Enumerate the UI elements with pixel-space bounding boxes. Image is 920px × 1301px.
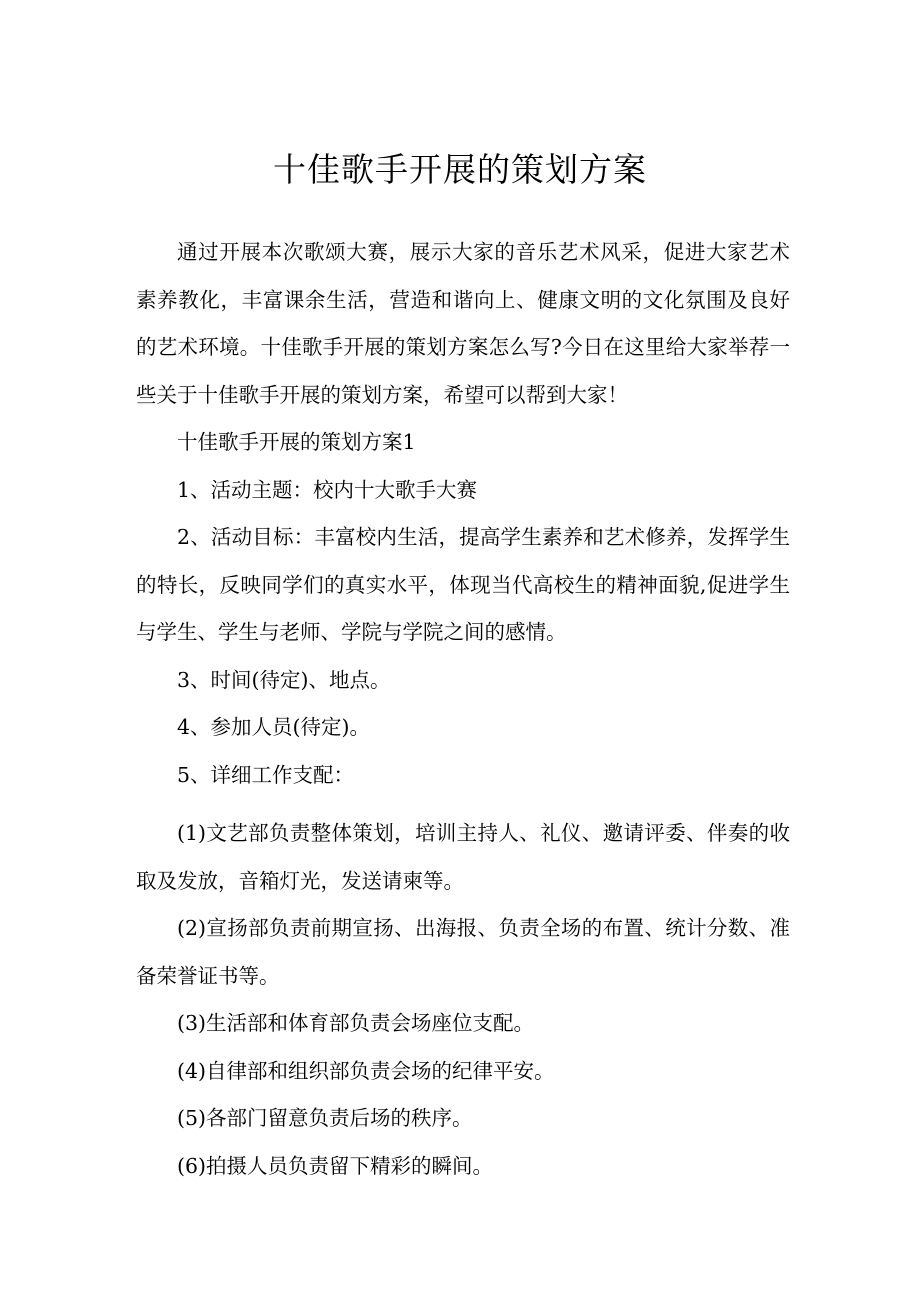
sub-list-item: (2)宣扬部负责前期宣扬、出海报、负责全场的布置、统计分数、准备荣誉证书等。	[136, 916, 790, 988]
document-title: 十佳歌手开展的策划方案	[273, 150, 647, 189]
list-item: 1、活动主题：校内十大歌手大赛	[177, 477, 478, 502]
sub-list-item: (5)各部门留意负责后场的秩序。	[177, 1106, 473, 1130]
list-item: 4、参加人员(待定)。	[177, 715, 371, 739]
sub-list-item: (1)文艺部负责整体策划，培训主持人、礼仪、邀请评委、伴奏的收取及发放，音箱灯光，发送请柬等。	[136, 821, 790, 893]
list-item: 2、活动目标：丰富校内生活，提高学生素养和艺术修养，发挥学生的特长，反映同学们的真实水平，体现当代高校生的精神面貌,促进学生与学生、学生与老师、学院与学院之间的感情。	[136, 525, 790, 644]
section-heading: 十佳歌手开展的策划方案1	[177, 430, 416, 454]
sub-list-item: (4)自律部和组织部负责会场的纪律平安。	[177, 1058, 555, 1083]
sub-list-item: (3)生活部和体育部负责会场座位支配。	[177, 1011, 535, 1035]
document-body	[136, 229, 790, 1190]
sub-list-item: (6)拍摄人员负责留下精彩的瞬间。	[177, 1153, 494, 1178]
list-item: 3、时间(待定)、地点。	[177, 667, 391, 692]
spacer	[136, 799, 790, 810]
list-item: 5、详细工作支配：	[177, 762, 355, 787]
intro-paragraph: 通过开展本次歌颂大赛，展示大家的音乐艺术风采，促进大家艺术素养教化，丰富课余生活，营造和谐向上、健康文明的文化氛围及良好的艺术环境。十佳歌手开展的策划方案怎么写?今日在这里给大家举荐一些关于十佳歌手开展的策划方案，希望可以帮到大家！	[136, 240, 790, 407]
